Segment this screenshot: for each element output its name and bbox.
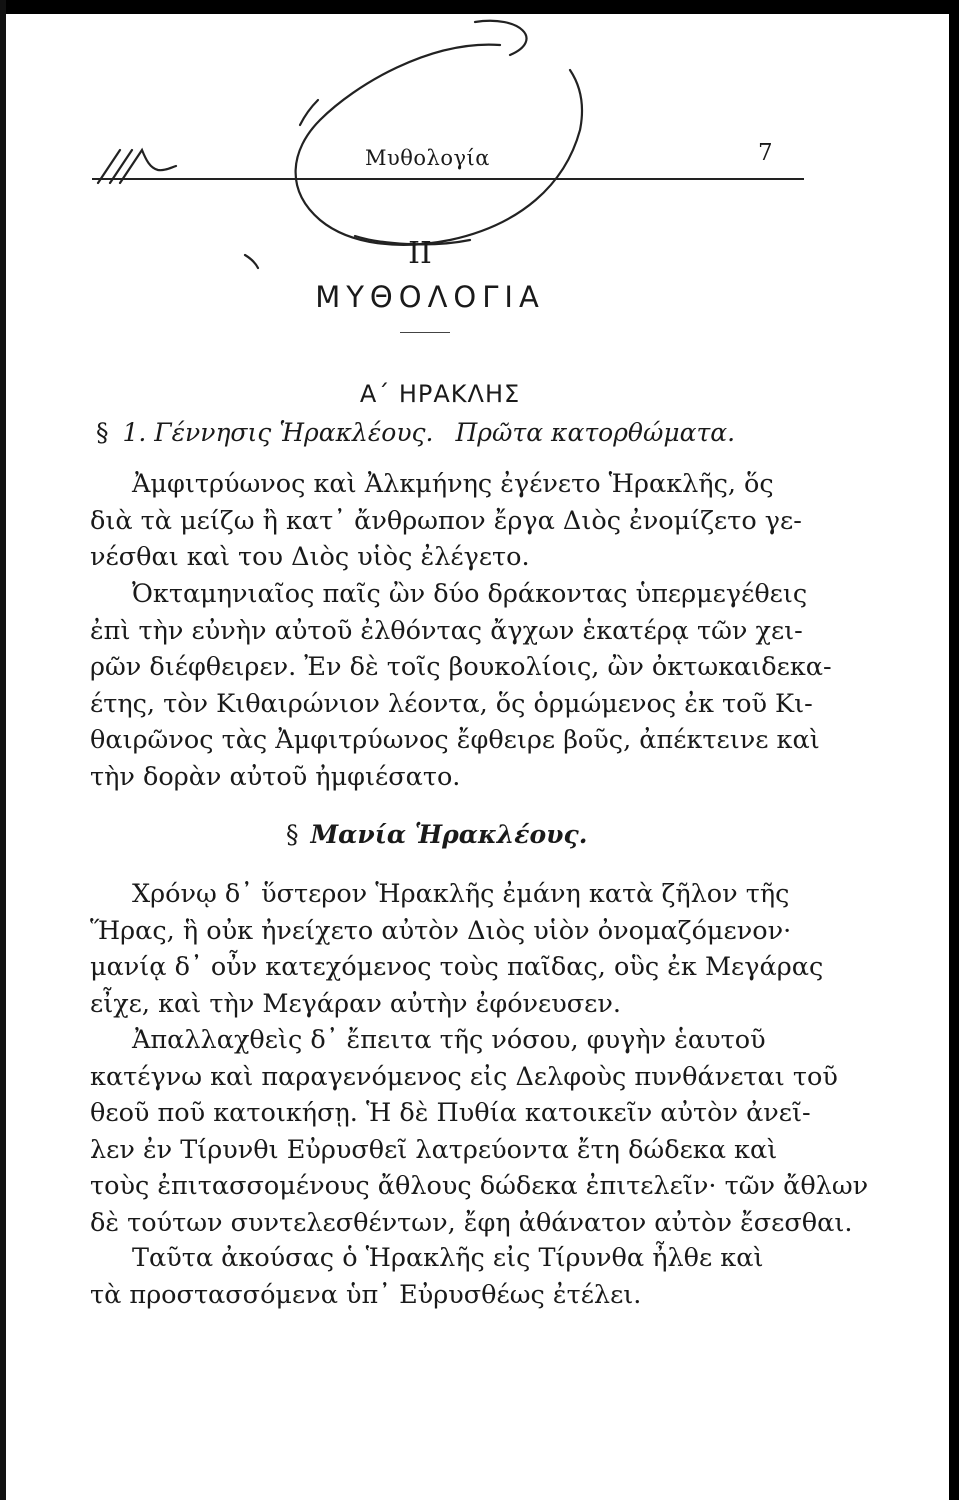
text-line: Ἀμφιτρύωνος καὶ Ἀλκμήνης ἐγένετο Ἡρακλῆς, ὅς [132,469,774,499]
text-line: νέσθαι καὶ του Διὸς υἱὸς ἐλέγετο. [90,542,530,572]
running-head: Μυθολογία [365,146,490,170]
text-line: τὰ προστασσόμενα ὑπ᾽ Εὐρυσθέως ἐτέλει. [90,1279,642,1310]
subheading-text: Μανία Ἡρακλέους. [310,820,588,849]
subheading [286,820,587,849]
text-line: έτης, τὸν Κιθαιρώνιον λέοντα, ὅς ὁρμώμενος ἐκ τοῦ Κι- [90,688,813,719]
text-line: δὲ τούτων συντελεσθέντων, ἔφη ἀθάνατον αὐτὸν ἔσεσθαι. [90,1207,853,1238]
section-heading: Α΄ ΗΡΑΚΛΗΣ [359,380,521,408]
text-line: Ὀκταμηνιαῖος παῖς ὢν δύο δράκοντας ὑπερμεγέθεις [132,579,808,609]
paragraph-4 [90,1022,869,1241]
text-line: κατέγνω καὶ παραγενόμενος εἰς Δελφοὺς πυνθάνεται τοῦ [90,1061,838,1092]
paragraph-heading [96,418,735,447]
text-line: μανίᾳ δ᾽ οὖν κατεχόμενος τοὺς παῖδας, οὓς ἐκ Μεγάρας [90,952,824,982]
text-line: τὴν δορὰν αὐτοῦ ἠμφιέσατο. [90,761,461,792]
paragraph-heading-part2: Πρῶτα κατορθώματα. [455,418,736,447]
page-number: 7 [758,140,773,166]
text-line: θεοῦ ποῦ κατοικήσῃ. Ἡ δὲ Πυθία κατοικεῖν αὐτὸν ἀνεῖ- [90,1098,811,1128]
paragraph-2 [90,576,832,795]
text-line: τοὺς ἐπιτασσομένους ἄθλους δώδεκα ἐπιτελεῖν· τῶν ἄθλων [90,1171,869,1201]
title-rule [400,332,450,333]
text-line: λεν ἐν Τίρυνθι Εὐρυσθεῖ λατρεύοντα ἔτη δώδεκα καὶ [90,1134,778,1165]
paragraph-1 [90,466,802,576]
section-symbol: § [96,418,109,447]
text-line: ρῶν διέφθειρεν. Ἐν δὲ τοῖς βουκολίοις, ὢν ὀκτωκαιδεκα- [90,652,832,682]
chapter-title: ΜΥΘΟΛΟΓΙΑ [315,280,545,314]
chapter-number: ΙΙ [408,236,432,271]
text-line: Ἥρας, ἣ οὐκ ἠνείχετο αὐτὸν Διὸς υἱὸν ὀνομαζόμενον· [90,915,792,946]
text-line: Χρόνῳ δ᾽ ὕστερον Ἡρακλῆς ἐμάνη κατὰ ζῆλον τῆς [132,879,790,909]
text-line: Ἀπαλλαχθεὶς δ᾽ ἔπειτα τῆς νόσου, φυγὴν ἑαυτοῦ [132,1025,766,1055]
text-line: διὰ τὰ μείζω ἢ κατ᾽ ἄνθρωπον ἔργα Διὸς ἐνομίζετο γε- [90,505,802,536]
paragraph-3 [90,876,824,1022]
text-line: Ταῦτα ἀκούσας ὁ Ἡρακλῆς εἰς Τίρυνθα ἦλθε καὶ [132,1243,764,1273]
paragraph-5 [90,1240,802,1313]
section-symbol: § [286,820,299,849]
header-rule [92,178,804,180]
paragraph-heading-part1: 1. Γέννησις Ἡρακλέους. [122,418,434,447]
text-line: εἶχε, καὶ τὴν Μεγάραν αὐτὴν ἐφόνευσεν. [90,988,621,1019]
text-line: ἐπὶ τὴν εὐνὴν αὐτοῦ ἐλθόντας ἄγχων ἑκατέρᾳ τῶν χει- [90,615,803,646]
text-line: θαιρῶνος τὰς Ἀμφιτρύωνος ἔφθειρε βοῦς, ἀπέκτεινε καὶ [90,725,820,755]
